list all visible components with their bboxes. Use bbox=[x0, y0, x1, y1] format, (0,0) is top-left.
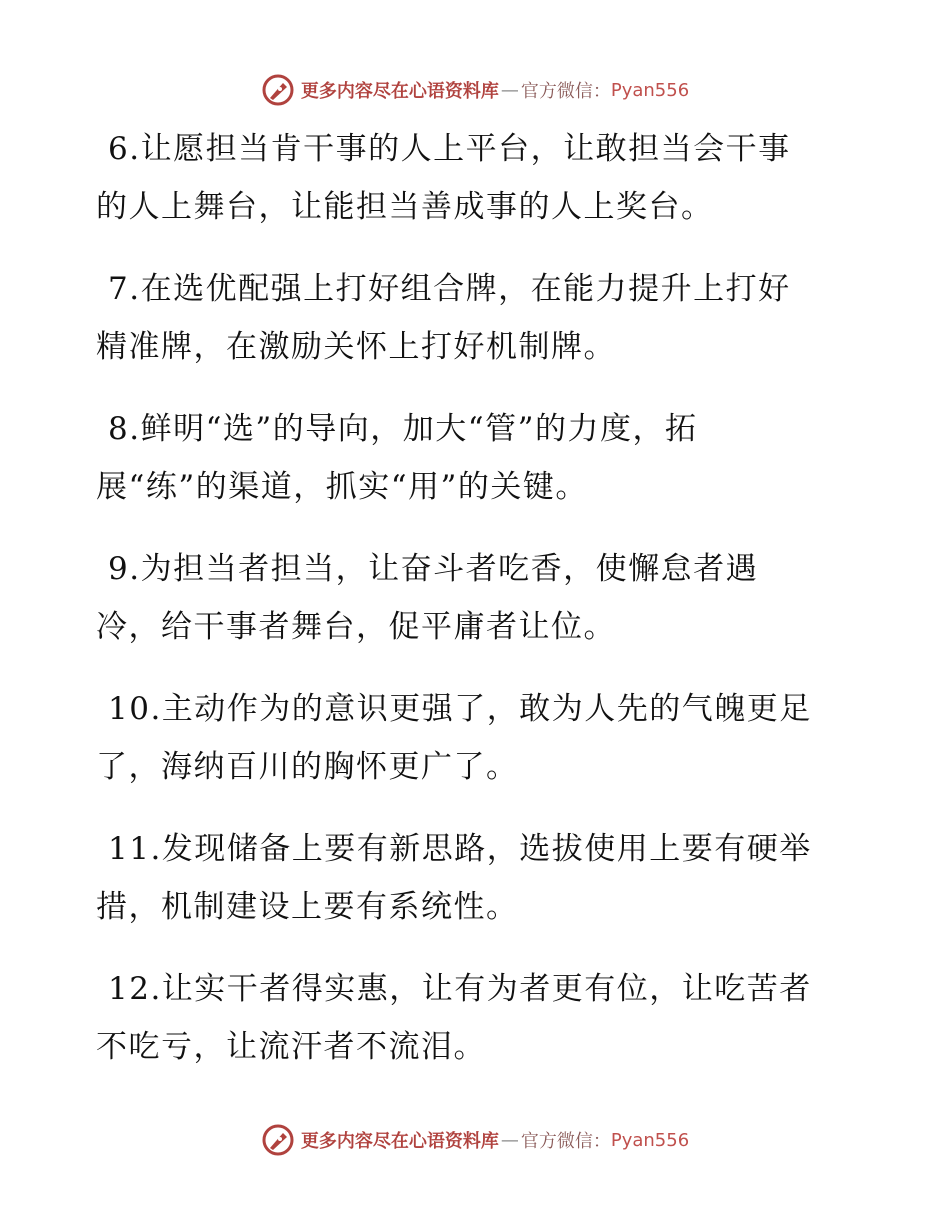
item-line: 6.让愿担当肯干事的人上平台，让敢担当会干事 bbox=[108, 131, 791, 167]
list-item bbox=[96, 960, 856, 1076]
brand-text: 更多内容尽在心语资料库 bbox=[300, 1131, 499, 1152]
item-line: 10.主动作为的意识更强了，敢为人先的气魄更足 bbox=[108, 691, 812, 727]
wechat-account: Pyan556 bbox=[610, 1129, 690, 1151]
item-line: 了，海纳百川的胸怀更广了。 bbox=[96, 749, 519, 785]
wechat-label: 官方微信： bbox=[520, 1131, 611, 1152]
header-banner bbox=[0, 70, 950, 110]
wechat-account: Pyan556 bbox=[610, 79, 690, 101]
list-item bbox=[96, 400, 856, 516]
item-line: 不吃亏，让流汗者不流泪。 bbox=[96, 1029, 486, 1065]
list-item bbox=[96, 680, 856, 796]
item-line: 11.发现储备上要有新思路，选拔使用上要有硬举 bbox=[108, 831, 812, 867]
separator: — bbox=[500, 1129, 519, 1151]
list-item bbox=[96, 120, 856, 236]
document-body bbox=[96, 120, 856, 1100]
item-line: 展“练”的渠道，抓实“用”的关键。 bbox=[96, 469, 588, 505]
brand-text: 更多内容尽在心语资料库 bbox=[300, 81, 499, 102]
list-item bbox=[96, 260, 856, 376]
pen-nib-circle-icon bbox=[261, 73, 295, 107]
item-line: 9.为担当者担当，让奋斗者吃香，使懈怠者遇 bbox=[108, 551, 759, 587]
pen-nib-circle-icon bbox=[261, 1123, 295, 1157]
item-line: 7.在选优配强上打好组合牌，在能力提升上打好 bbox=[108, 271, 791, 307]
item-line: 8.鲜明“选”的导向，加大“管”的力度，拓 bbox=[108, 411, 698, 447]
list-item bbox=[96, 820, 856, 936]
item-line: 12.让实干者得实惠，让有为者更有位，让吃苦者 bbox=[108, 971, 812, 1007]
footer-banner bbox=[0, 1120, 950, 1160]
item-line: 措，机制建设上要有系统性。 bbox=[96, 889, 519, 925]
item-line: 精准牌，在激励关怀上打好机制牌。 bbox=[96, 329, 616, 365]
separator: — bbox=[500, 79, 519, 101]
item-line: 的人上舞台，让能担当善成事的人上奖台。 bbox=[96, 189, 714, 225]
list-item bbox=[96, 540, 856, 656]
wechat-label: 官方微信： bbox=[520, 81, 611, 102]
item-line: 冷，给干事者舞台，促平庸者让位。 bbox=[96, 609, 616, 645]
